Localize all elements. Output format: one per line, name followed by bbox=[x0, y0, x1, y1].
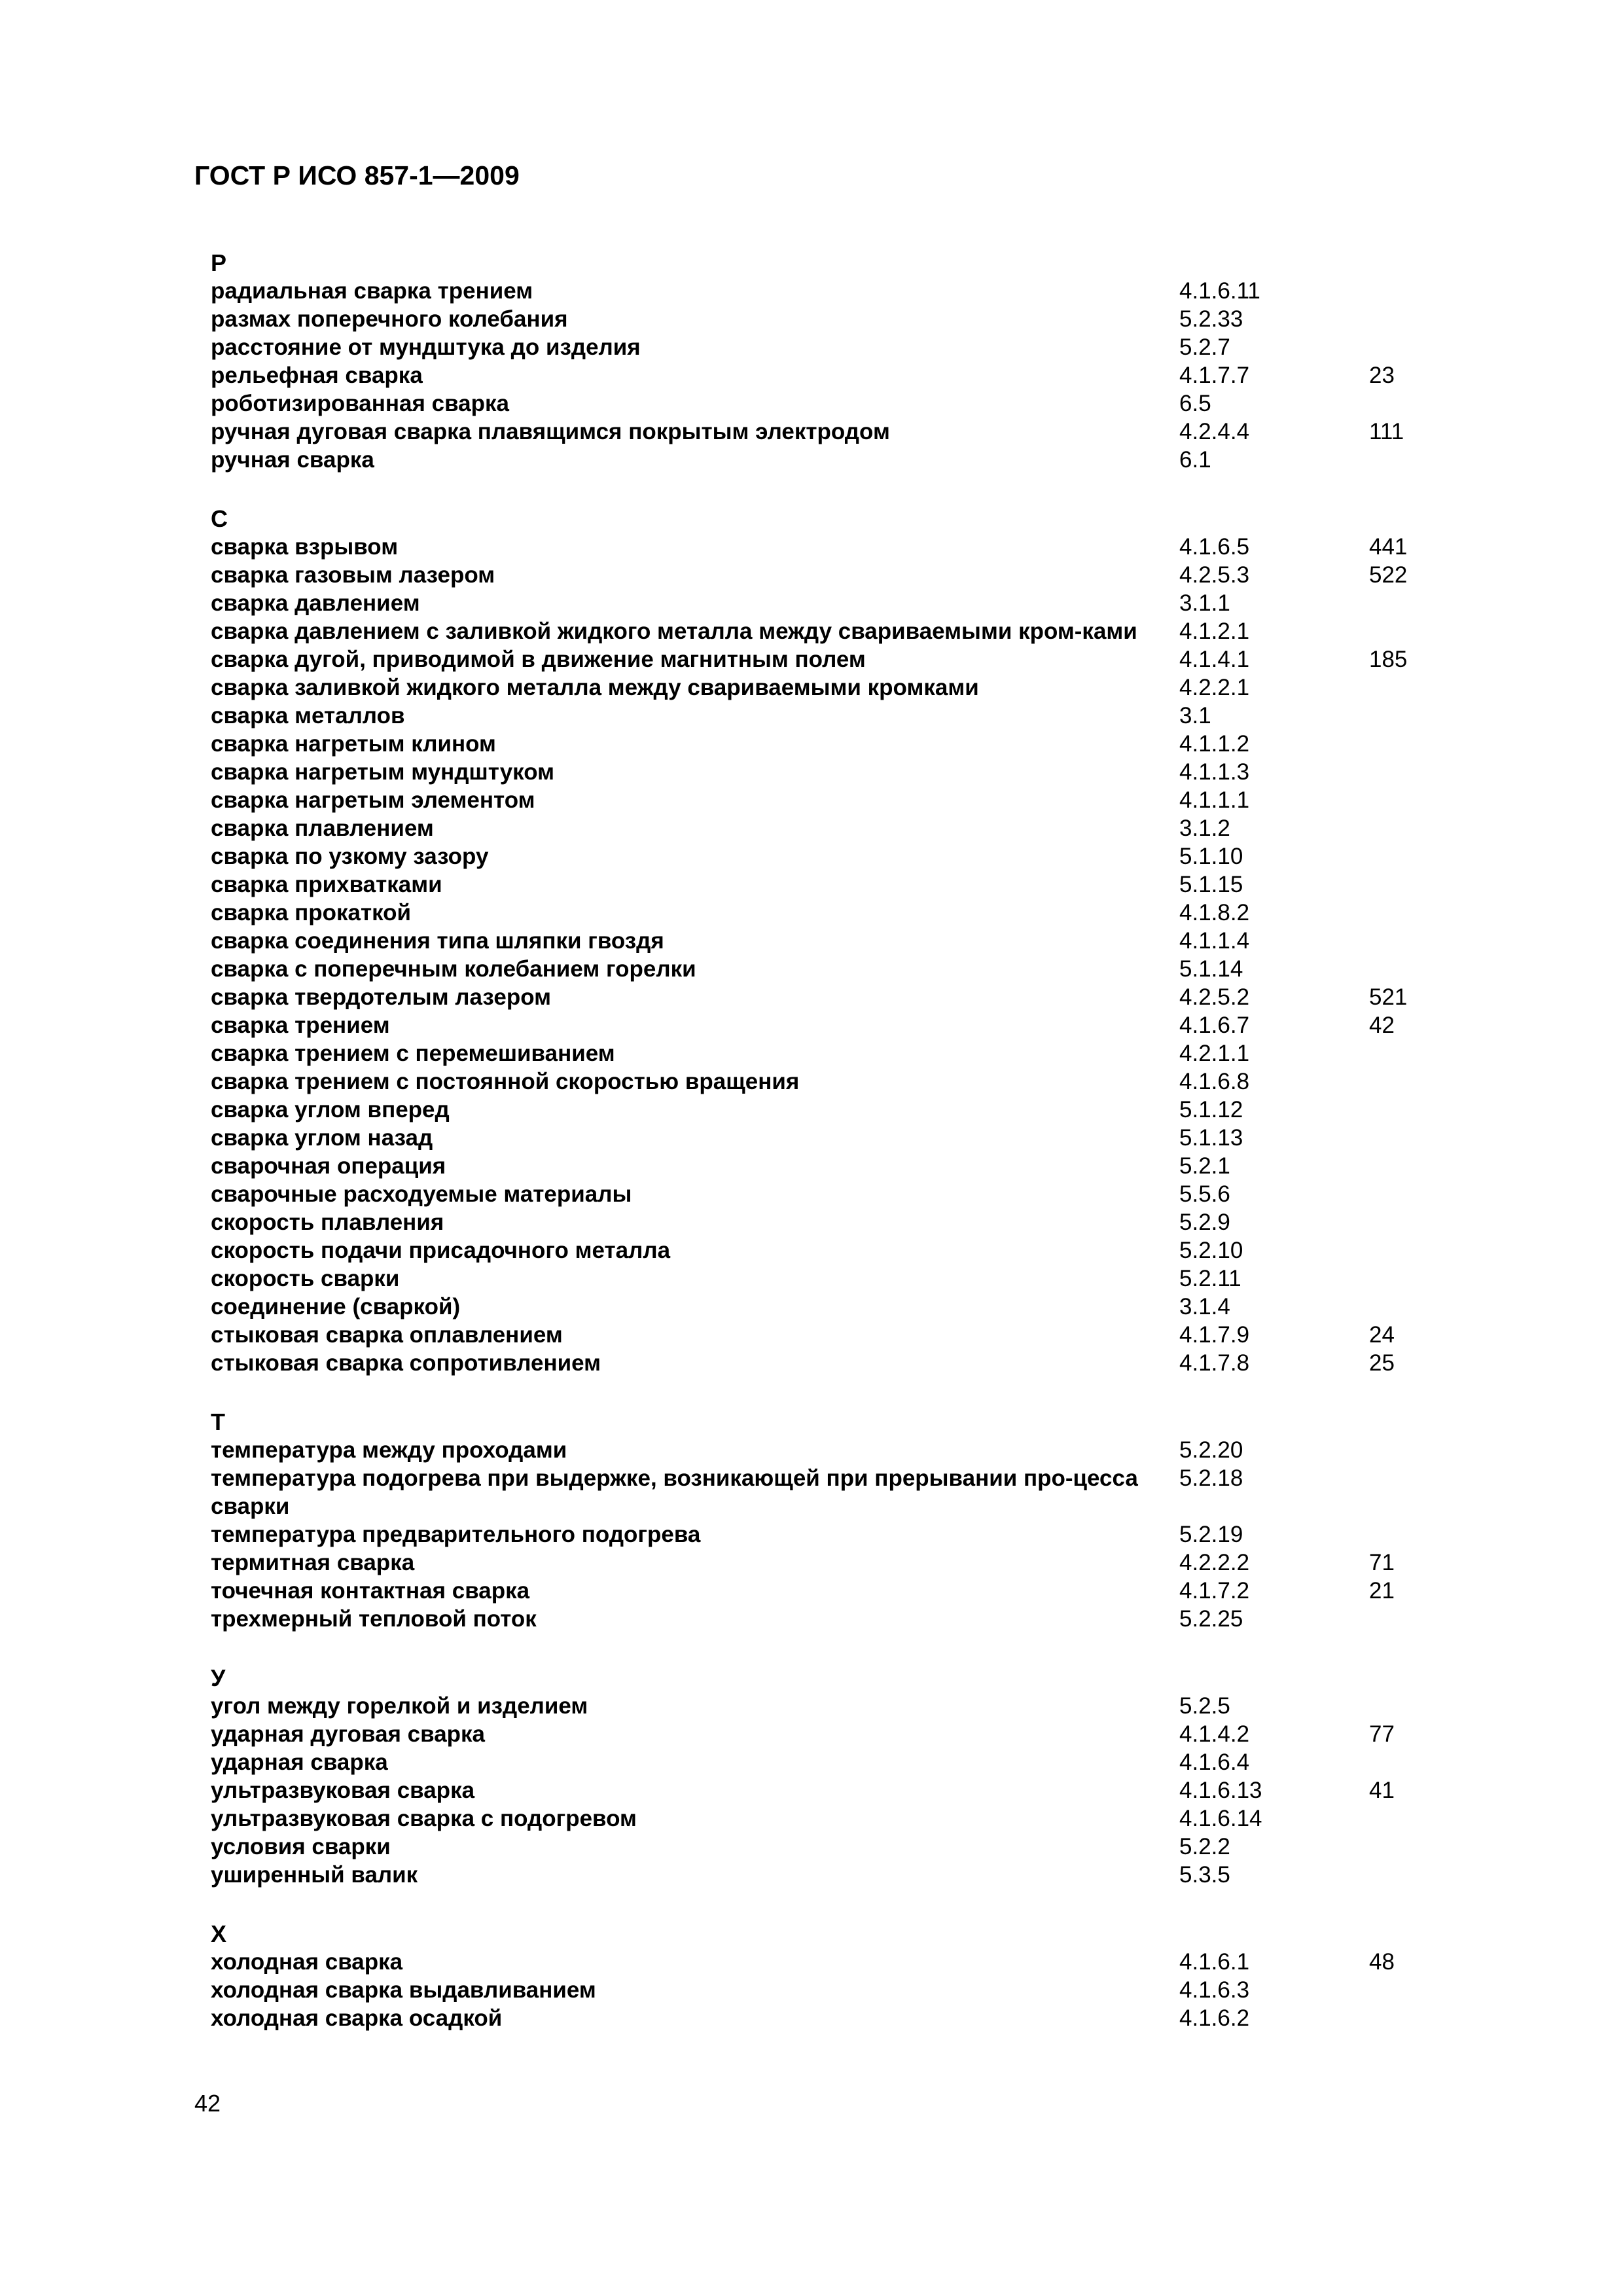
index-entry bbox=[211, 305, 1441, 333]
entry-reference: 4.1.1.1 bbox=[1179, 787, 1250, 813]
entry-process-code: 185 bbox=[1369, 647, 1408, 672]
entry-process-code: 48 bbox=[1369, 1949, 1395, 1975]
index-section bbox=[211, 249, 1441, 474]
entry-term: сварка нагретым элементом bbox=[211, 787, 535, 813]
section-letter: У bbox=[211, 1664, 226, 1691]
entry-term: сварка по узкому зазору bbox=[211, 844, 489, 869]
entry-term: угол между горелкой и изделием bbox=[211, 1693, 588, 1719]
entry-process-code: 23 bbox=[1369, 363, 1395, 388]
entry-term: ультразвуковая сварка с подогревом bbox=[211, 1806, 637, 1831]
index-entry bbox=[211, 1720, 1441, 1748]
section-letter: Р bbox=[211, 249, 227, 276]
entry-term: сварочная операция bbox=[211, 1153, 446, 1179]
entry-process-code: 77 bbox=[1369, 1721, 1395, 1747]
entry-reference: 5.2.18 bbox=[1179, 1465, 1243, 1491]
index-entry bbox=[211, 446, 1441, 474]
entry-term: сварка газовым лазером bbox=[211, 562, 495, 588]
index-entry bbox=[211, 1180, 1441, 1208]
index-entry bbox=[211, 1976, 1441, 2004]
entry-reference: 3.1 bbox=[1179, 703, 1211, 728]
entry-reference: 4.1.6.3 bbox=[1179, 1977, 1250, 2003]
index-entry bbox=[211, 1067, 1441, 1096]
index-section bbox=[211, 1664, 1441, 1889]
entry-term: ударная сварка bbox=[211, 1749, 388, 1775]
entry-term: уширенный валик bbox=[211, 1862, 418, 1888]
entry-process-code: 71 bbox=[1369, 1550, 1395, 1575]
entry-term: сварка металлов bbox=[211, 703, 405, 728]
entry-term: ударная дуговая сварка bbox=[211, 1721, 486, 1747]
entry-reference: 5.2.9 bbox=[1179, 1210, 1230, 1235]
entry-reference: 5.1.13 bbox=[1179, 1125, 1243, 1151]
entry-term: сварка нагретым клином bbox=[211, 731, 496, 757]
entry-process-code: 41 bbox=[1369, 1778, 1395, 1803]
entry-term: сварка прокаткой bbox=[211, 900, 412, 925]
entry-process-code: 42 bbox=[1369, 1013, 1395, 1038]
section-letter: Т bbox=[211, 1408, 225, 1435]
index-entry bbox=[211, 702, 1441, 730]
index-entry bbox=[211, 899, 1441, 927]
entry-reference: 4.1.4.1 bbox=[1179, 647, 1250, 672]
index-entry bbox=[211, 333, 1441, 361]
entry-term: стыковая сварка сопротивлением bbox=[211, 1350, 601, 1376]
index-entry bbox=[211, 1861, 1441, 1889]
section-letter: Х bbox=[211, 1920, 227, 1947]
entry-reference: 4.2.2.2 bbox=[1179, 1550, 1250, 1575]
alphabetical-index bbox=[211, 249, 1441, 2063]
entry-term: ультразвуковая сварка bbox=[211, 1778, 475, 1803]
index-entry bbox=[211, 1520, 1441, 1549]
document-header: ГОСТ Р ИСО 857-1—2009 bbox=[194, 160, 520, 190]
entry-reference: 4.1.6.11 bbox=[1179, 278, 1260, 304]
index-entry bbox=[211, 389, 1441, 418]
entry-term: сварка давлением bbox=[211, 590, 420, 616]
entry-reference: 4.1.6.2 bbox=[1179, 2005, 1250, 2031]
entry-reference: 5.2.1 bbox=[1179, 1153, 1230, 1179]
index-entry bbox=[211, 1804, 1441, 1833]
entry-term: температура предварительного подогрева bbox=[211, 1522, 701, 1547]
index-entry bbox=[211, 673, 1441, 702]
entry-term: расстояние от мундштука до изделия bbox=[211, 334, 641, 360]
index-entry bbox=[211, 1748, 1441, 1776]
entry-reference: 4.1.7.7 bbox=[1179, 363, 1250, 388]
entry-term: температура подогрева при выдержке, возникающей при прерывании про-цесса сварки bbox=[211, 1465, 1138, 1519]
entry-reference: 5.1.14 bbox=[1179, 956, 1243, 982]
index-entry bbox=[211, 1124, 1441, 1152]
index-entry bbox=[211, 1605, 1441, 1633]
index-entry bbox=[211, 1011, 1441, 1039]
index-entry bbox=[211, 277, 1441, 305]
index-entry bbox=[211, 786, 1441, 814]
entry-reference: 5.2.25 bbox=[1179, 1606, 1243, 1632]
index-entry bbox=[211, 361, 1441, 389]
index-entry bbox=[211, 1039, 1441, 1067]
entry-term: точечная контактная сварка bbox=[211, 1578, 530, 1604]
entry-reference: 4.1.7.9 bbox=[1179, 1322, 1250, 1348]
entry-reference: 4.1.1.4 bbox=[1179, 928, 1250, 954]
entry-reference: 6.1 bbox=[1179, 447, 1211, 473]
entry-reference: 3.1.4 bbox=[1179, 1294, 1230, 1319]
entry-term: ручная сварка bbox=[211, 447, 374, 473]
index-entry bbox=[211, 1549, 1441, 1577]
entry-reference: 4.1.6.14 bbox=[1179, 1806, 1262, 1831]
entry-reference: 5.2.5 bbox=[1179, 1693, 1230, 1719]
index-entry bbox=[211, 1265, 1441, 1293]
entry-term: сварочные расходуемые материалы bbox=[211, 1181, 632, 1207]
entry-term: сварка давлением с заливкой жидкого металла между свариваемыми кром-ками bbox=[211, 619, 1137, 644]
entry-reference: 3.1.1 bbox=[1179, 590, 1230, 616]
entry-reference: 4.1.6.4 bbox=[1179, 1749, 1250, 1775]
index-entry bbox=[211, 1833, 1441, 1861]
index-entry bbox=[211, 1236, 1441, 1265]
entry-term: рельефная сварка bbox=[211, 363, 423, 388]
index-entry bbox=[211, 1692, 1441, 1720]
index-entry bbox=[211, 1349, 1441, 1377]
entry-term: сварка соединения типа шляпки гвоздя bbox=[211, 928, 664, 954]
entry-reference: 4.1.6.13 bbox=[1179, 1778, 1262, 1803]
entry-term: сварка прихватками bbox=[211, 872, 442, 897]
index-entry bbox=[211, 1096, 1441, 1124]
entry-term: роботизированная сварка bbox=[211, 391, 509, 416]
index-entry bbox=[211, 983, 1441, 1011]
entry-term: ручная дуговая сварка плавящимся покрытым электродом bbox=[211, 419, 890, 444]
entry-term: сварка заливкой жидкого металла между свариваемыми кромками bbox=[211, 675, 979, 700]
entry-reference: 4.2.2.1 bbox=[1179, 675, 1250, 700]
index-entry bbox=[211, 645, 1441, 673]
entry-reference: 4.2.5.3 bbox=[1179, 562, 1250, 588]
entry-term: скорость подачи присадочного металла bbox=[211, 1238, 671, 1263]
entry-process-code: 21 bbox=[1369, 1578, 1395, 1604]
page-number: 42 bbox=[194, 2090, 221, 2117]
index-section bbox=[211, 1408, 1441, 1633]
entry-term: холодная сварка bbox=[211, 1949, 403, 1975]
entry-term: радиальная сварка трением bbox=[211, 278, 533, 304]
entry-reference: 5.2.33 bbox=[1179, 306, 1243, 332]
entry-reference: 5.2.2 bbox=[1179, 1834, 1230, 1859]
index-section bbox=[211, 1920, 1441, 2032]
entry-process-code: 24 bbox=[1369, 1322, 1395, 1348]
entry-reference: 5.1.10 bbox=[1179, 844, 1243, 869]
entry-process-code: 522 bbox=[1369, 562, 1408, 588]
entry-reference: 4.2.5.2 bbox=[1179, 984, 1250, 1010]
index-entry bbox=[211, 2004, 1441, 2032]
entry-term: холодная сварка осадкой bbox=[211, 2005, 503, 2031]
index-entry bbox=[211, 533, 1441, 561]
index-entry bbox=[211, 1776, 1441, 1804]
entry-reference: 5.3.5 bbox=[1179, 1862, 1230, 1888]
entry-term: сварка трением bbox=[211, 1013, 390, 1038]
entry-term: сварка трением с перемешиванием bbox=[211, 1041, 615, 1066]
index-entry bbox=[211, 730, 1441, 758]
entry-reference: 4.1.6.1 bbox=[1179, 1949, 1250, 1975]
entry-process-code: 25 bbox=[1369, 1350, 1395, 1376]
index-entry bbox=[211, 418, 1441, 446]
entry-term: сварка углом вперед bbox=[211, 1097, 450, 1122]
entry-term: скорость сварки bbox=[211, 1266, 400, 1291]
entry-term: сварка дугой, приводимой в движение магнитным полем bbox=[211, 647, 866, 672]
entry-reference: 6.5 bbox=[1179, 391, 1211, 416]
entry-reference: 4.1.8.2 bbox=[1179, 900, 1250, 925]
entry-term: термитная сварка bbox=[211, 1550, 415, 1575]
entry-term: трехмерный тепловой поток bbox=[211, 1606, 537, 1632]
entry-term: условия сварки bbox=[211, 1834, 391, 1859]
entry-reference: 5.5.6 bbox=[1179, 1181, 1230, 1207]
entry-term: соединение (сваркой) bbox=[211, 1294, 461, 1319]
entry-term: скорость плавления bbox=[211, 1210, 444, 1235]
entry-term: сварка с поперечным колебанием горелки bbox=[211, 956, 696, 982]
index-entry bbox=[211, 758, 1441, 786]
entry-reference: 4.1.6.8 bbox=[1179, 1069, 1250, 1094]
entry-process-code: 111 bbox=[1369, 419, 1404, 444]
entry-term: сварка твердотелым лазером bbox=[211, 984, 552, 1010]
index-entry bbox=[211, 927, 1441, 955]
entry-reference: 4.1.6.7 bbox=[1179, 1013, 1250, 1038]
index-entry bbox=[211, 870, 1441, 899]
index-entry bbox=[211, 814, 1441, 842]
section-letter: С bbox=[211, 505, 228, 532]
entry-term: сварка взрывом bbox=[211, 534, 399, 560]
entry-term: стыковая сварка оплавлением bbox=[211, 1322, 563, 1348]
entry-reference: 4.2.4.4 bbox=[1179, 419, 1250, 444]
entry-term: сварка плавлением bbox=[211, 816, 434, 841]
entry-term: сварка углом назад bbox=[211, 1125, 433, 1151]
entry-term: сварка нагретым мундштуком bbox=[211, 759, 555, 785]
index-entry bbox=[211, 1464, 1441, 1520]
index-entry bbox=[211, 1948, 1441, 1976]
entry-term: сварка трением с постоянной скоростью вращения bbox=[211, 1069, 800, 1094]
entry-reference: 4.1.1.2 bbox=[1179, 731, 1250, 757]
entry-reference: 3.1.2 bbox=[1179, 816, 1230, 841]
index-entry bbox=[211, 1577, 1441, 1605]
index-entry bbox=[211, 1436, 1441, 1464]
index-entry bbox=[211, 617, 1441, 645]
entry-reference: 5.1.12 bbox=[1179, 1097, 1243, 1122]
entry-term: размах поперечного колебания bbox=[211, 306, 568, 332]
entry-reference: 4.2.1.1 bbox=[1179, 1041, 1250, 1066]
index-entry bbox=[211, 1293, 1441, 1321]
index-entry bbox=[211, 1208, 1441, 1236]
index-section bbox=[211, 505, 1441, 1377]
entry-reference: 5.2.7 bbox=[1179, 334, 1230, 360]
index-entry bbox=[211, 1152, 1441, 1180]
entry-term: холодная сварка выдавливанием bbox=[211, 1977, 596, 2003]
entry-reference: 4.1.1.3 bbox=[1179, 759, 1250, 785]
entry-reference: 5.1.15 bbox=[1179, 872, 1243, 897]
entry-term: температура между проходами bbox=[211, 1437, 567, 1463]
entry-reference: 4.1.2.1 bbox=[1179, 619, 1250, 644]
index-entry bbox=[211, 561, 1441, 589]
entry-reference: 5.2.11 bbox=[1179, 1266, 1241, 1291]
index-entry bbox=[211, 1321, 1441, 1349]
index-entry bbox=[211, 955, 1441, 983]
entry-process-code: 521 bbox=[1369, 984, 1408, 1010]
entry-reference: 4.1.7.8 bbox=[1179, 1350, 1250, 1376]
index-entry bbox=[211, 589, 1441, 617]
entry-reference: 4.1.4.2 bbox=[1179, 1721, 1250, 1747]
entry-reference: 5.2.19 bbox=[1179, 1522, 1243, 1547]
entry-process-code: 441 bbox=[1369, 534, 1408, 560]
entry-reference: 4.1.7.2 bbox=[1179, 1578, 1250, 1604]
entry-reference: 5.2.10 bbox=[1179, 1238, 1243, 1263]
entry-reference: 4.1.6.5 bbox=[1179, 534, 1250, 560]
index-entry bbox=[211, 842, 1441, 870]
entry-reference: 5.2.20 bbox=[1179, 1437, 1243, 1463]
